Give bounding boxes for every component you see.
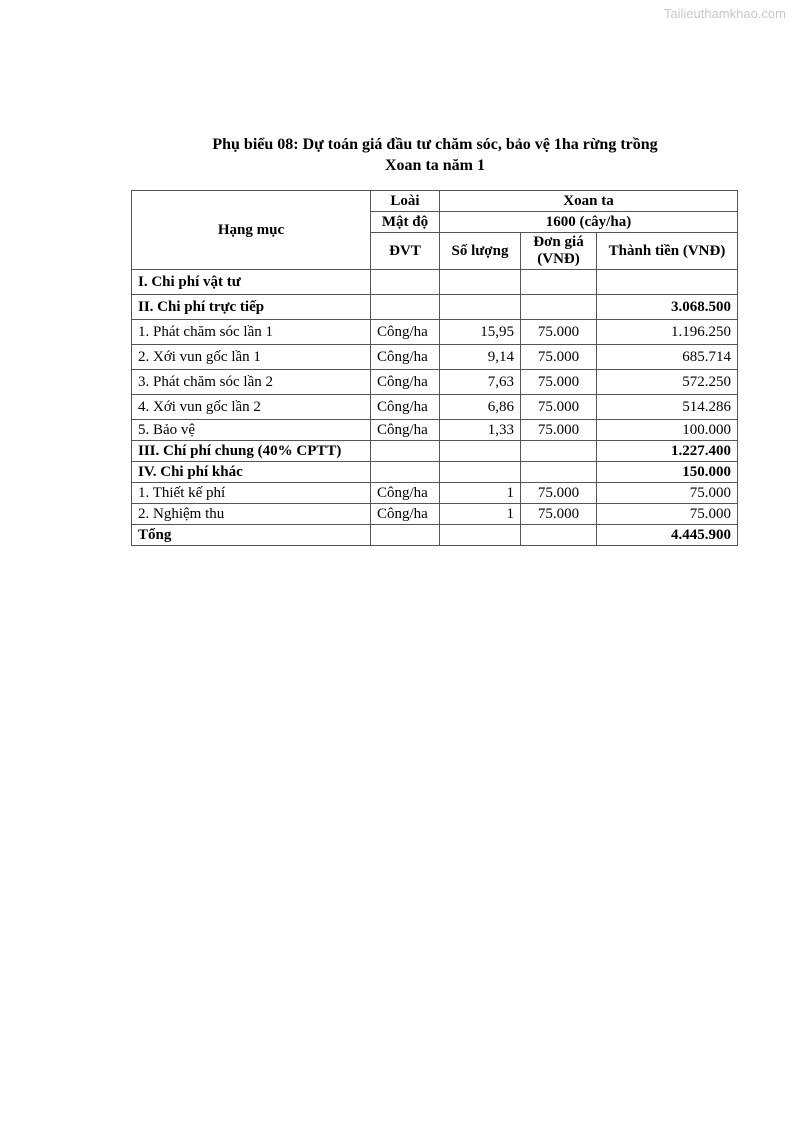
- cell-item: 1. Phát chăm sóc lần 1: [132, 320, 371, 345]
- table-row: [132, 441, 738, 462]
- cell-total: 4.445.900: [597, 525, 738, 546]
- cell-item: 1. Thiết kế phí: [132, 483, 371, 504]
- cell-total: 3.068.500: [597, 295, 738, 320]
- cell-dvt: Công/ha: [371, 420, 440, 441]
- cell-qty: 1,33: [440, 420, 521, 441]
- cell-qty: 9,14: [440, 345, 521, 370]
- cell-qty: 1: [440, 483, 521, 504]
- table-row: [132, 525, 738, 546]
- table-row: [132, 270, 738, 295]
- cost-estimate-table: [131, 190, 738, 546]
- cell-price: 75.000: [521, 504, 597, 525]
- cell-qty: 15,95: [440, 320, 521, 345]
- cell-dvt: Công/ha: [371, 320, 440, 345]
- cell-price: [521, 270, 597, 295]
- cell-qty: [440, 462, 521, 483]
- cell-item: III. Chí phí chung (40% CPTT): [132, 441, 371, 462]
- cell-total: [597, 270, 738, 295]
- cell-dvt: Công/ha: [371, 504, 440, 525]
- cell-price: [521, 462, 597, 483]
- table-row: [132, 345, 738, 370]
- cell-item: IV. Chi phí khác: [132, 462, 371, 483]
- cell-total: 75.000: [597, 483, 738, 504]
- cell-item: 2. Xới vun gốc lần 1: [132, 345, 371, 370]
- cell-price: [521, 441, 597, 462]
- table-row: [132, 395, 738, 420]
- title-line-2: Xoan ta năm 1: [384, 157, 485, 174]
- cell-qty: [440, 270, 521, 295]
- header-don-gia-line1: Đơn giá: [533, 234, 584, 250]
- cell-price: 75.000: [521, 370, 597, 395]
- table-row: [132, 462, 738, 483]
- cell-dvt: [371, 295, 440, 320]
- cell-total: 1.196.250: [597, 320, 738, 345]
- cell-price: [521, 295, 597, 320]
- cell-qty: [440, 441, 521, 462]
- cell-price: 75.000: [521, 395, 597, 420]
- table-row: [132, 504, 738, 525]
- cell-qty: 6,86: [440, 395, 521, 420]
- cell-price: 75.000: [521, 345, 597, 370]
- cell-dvt: Công/ha: [371, 395, 440, 420]
- cell-total: 572.250: [597, 370, 738, 395]
- header-don-gia-line2: (VNĐ): [537, 251, 580, 267]
- table-row: [132, 295, 738, 320]
- cell-item: 2. Nghiệm thu: [132, 504, 371, 525]
- table-row: [132, 420, 738, 441]
- cell-item: Tổng: [132, 525, 371, 546]
- cell-price: 75.000: [521, 483, 597, 504]
- header-mat-do-label: Mật độ: [371, 212, 440, 233]
- table-row: [132, 370, 738, 395]
- watermark: Tailieuthamkhao.com: [663, 6, 786, 21]
- cell-qty: [440, 295, 521, 320]
- table-row: [132, 320, 738, 345]
- header-thanh-tien: Thành tiền (VNĐ): [597, 233, 738, 270]
- header-hang-muc: Hạng mục: [132, 191, 371, 270]
- cell-dvt: [371, 462, 440, 483]
- cell-dvt: Công/ha: [371, 483, 440, 504]
- header-don-gia: [521, 233, 597, 270]
- cell-total: 100.000: [597, 420, 738, 441]
- cell-item: 4. Xới vun gốc lần 2: [132, 395, 371, 420]
- cell-item: II. Chi phí trực tiếp: [132, 295, 371, 320]
- header-dvt: ĐVT: [371, 233, 440, 270]
- cell-dvt: [371, 270, 440, 295]
- header-so-luong: Số lượng: [440, 233, 521, 270]
- cell-total: 150.000: [597, 462, 738, 483]
- cell-total: 1.227.400: [597, 441, 738, 462]
- title-line-1: Phụ biểu 08: Dự toán giá đầu tư chăm sóc, bảo vệ 1ha rừng trồng: [212, 136, 658, 153]
- cell-item: 5. Bảo vệ: [132, 420, 371, 441]
- table-row: [132, 483, 738, 504]
- cell-total: 75.000: [597, 504, 738, 525]
- cell-item: 3. Phát chăm sóc lần 2: [132, 370, 371, 395]
- header-mat-do-value: 1600 (cây/ha): [440, 212, 738, 233]
- cell-qty: [440, 525, 521, 546]
- cell-total: 514.286: [597, 395, 738, 420]
- cell-total: 685.714: [597, 345, 738, 370]
- cell-item: I. Chi phí vật tư: [132, 270, 371, 295]
- cell-price: [521, 525, 597, 546]
- cell-dvt: [371, 441, 440, 462]
- document-title: [0, 134, 794, 176]
- cell-dvt: [371, 525, 440, 546]
- cell-dvt: Công/ha: [371, 370, 440, 395]
- cell-price: 75.000: [521, 420, 597, 441]
- header-loai-value: Xoan ta: [440, 191, 738, 212]
- cell-dvt: Công/ha: [371, 345, 440, 370]
- header-loai-label: Loài: [371, 191, 440, 212]
- cell-qty: 7,63: [440, 370, 521, 395]
- cell-price: 75.000: [521, 320, 597, 345]
- cell-qty: 1: [440, 504, 521, 525]
